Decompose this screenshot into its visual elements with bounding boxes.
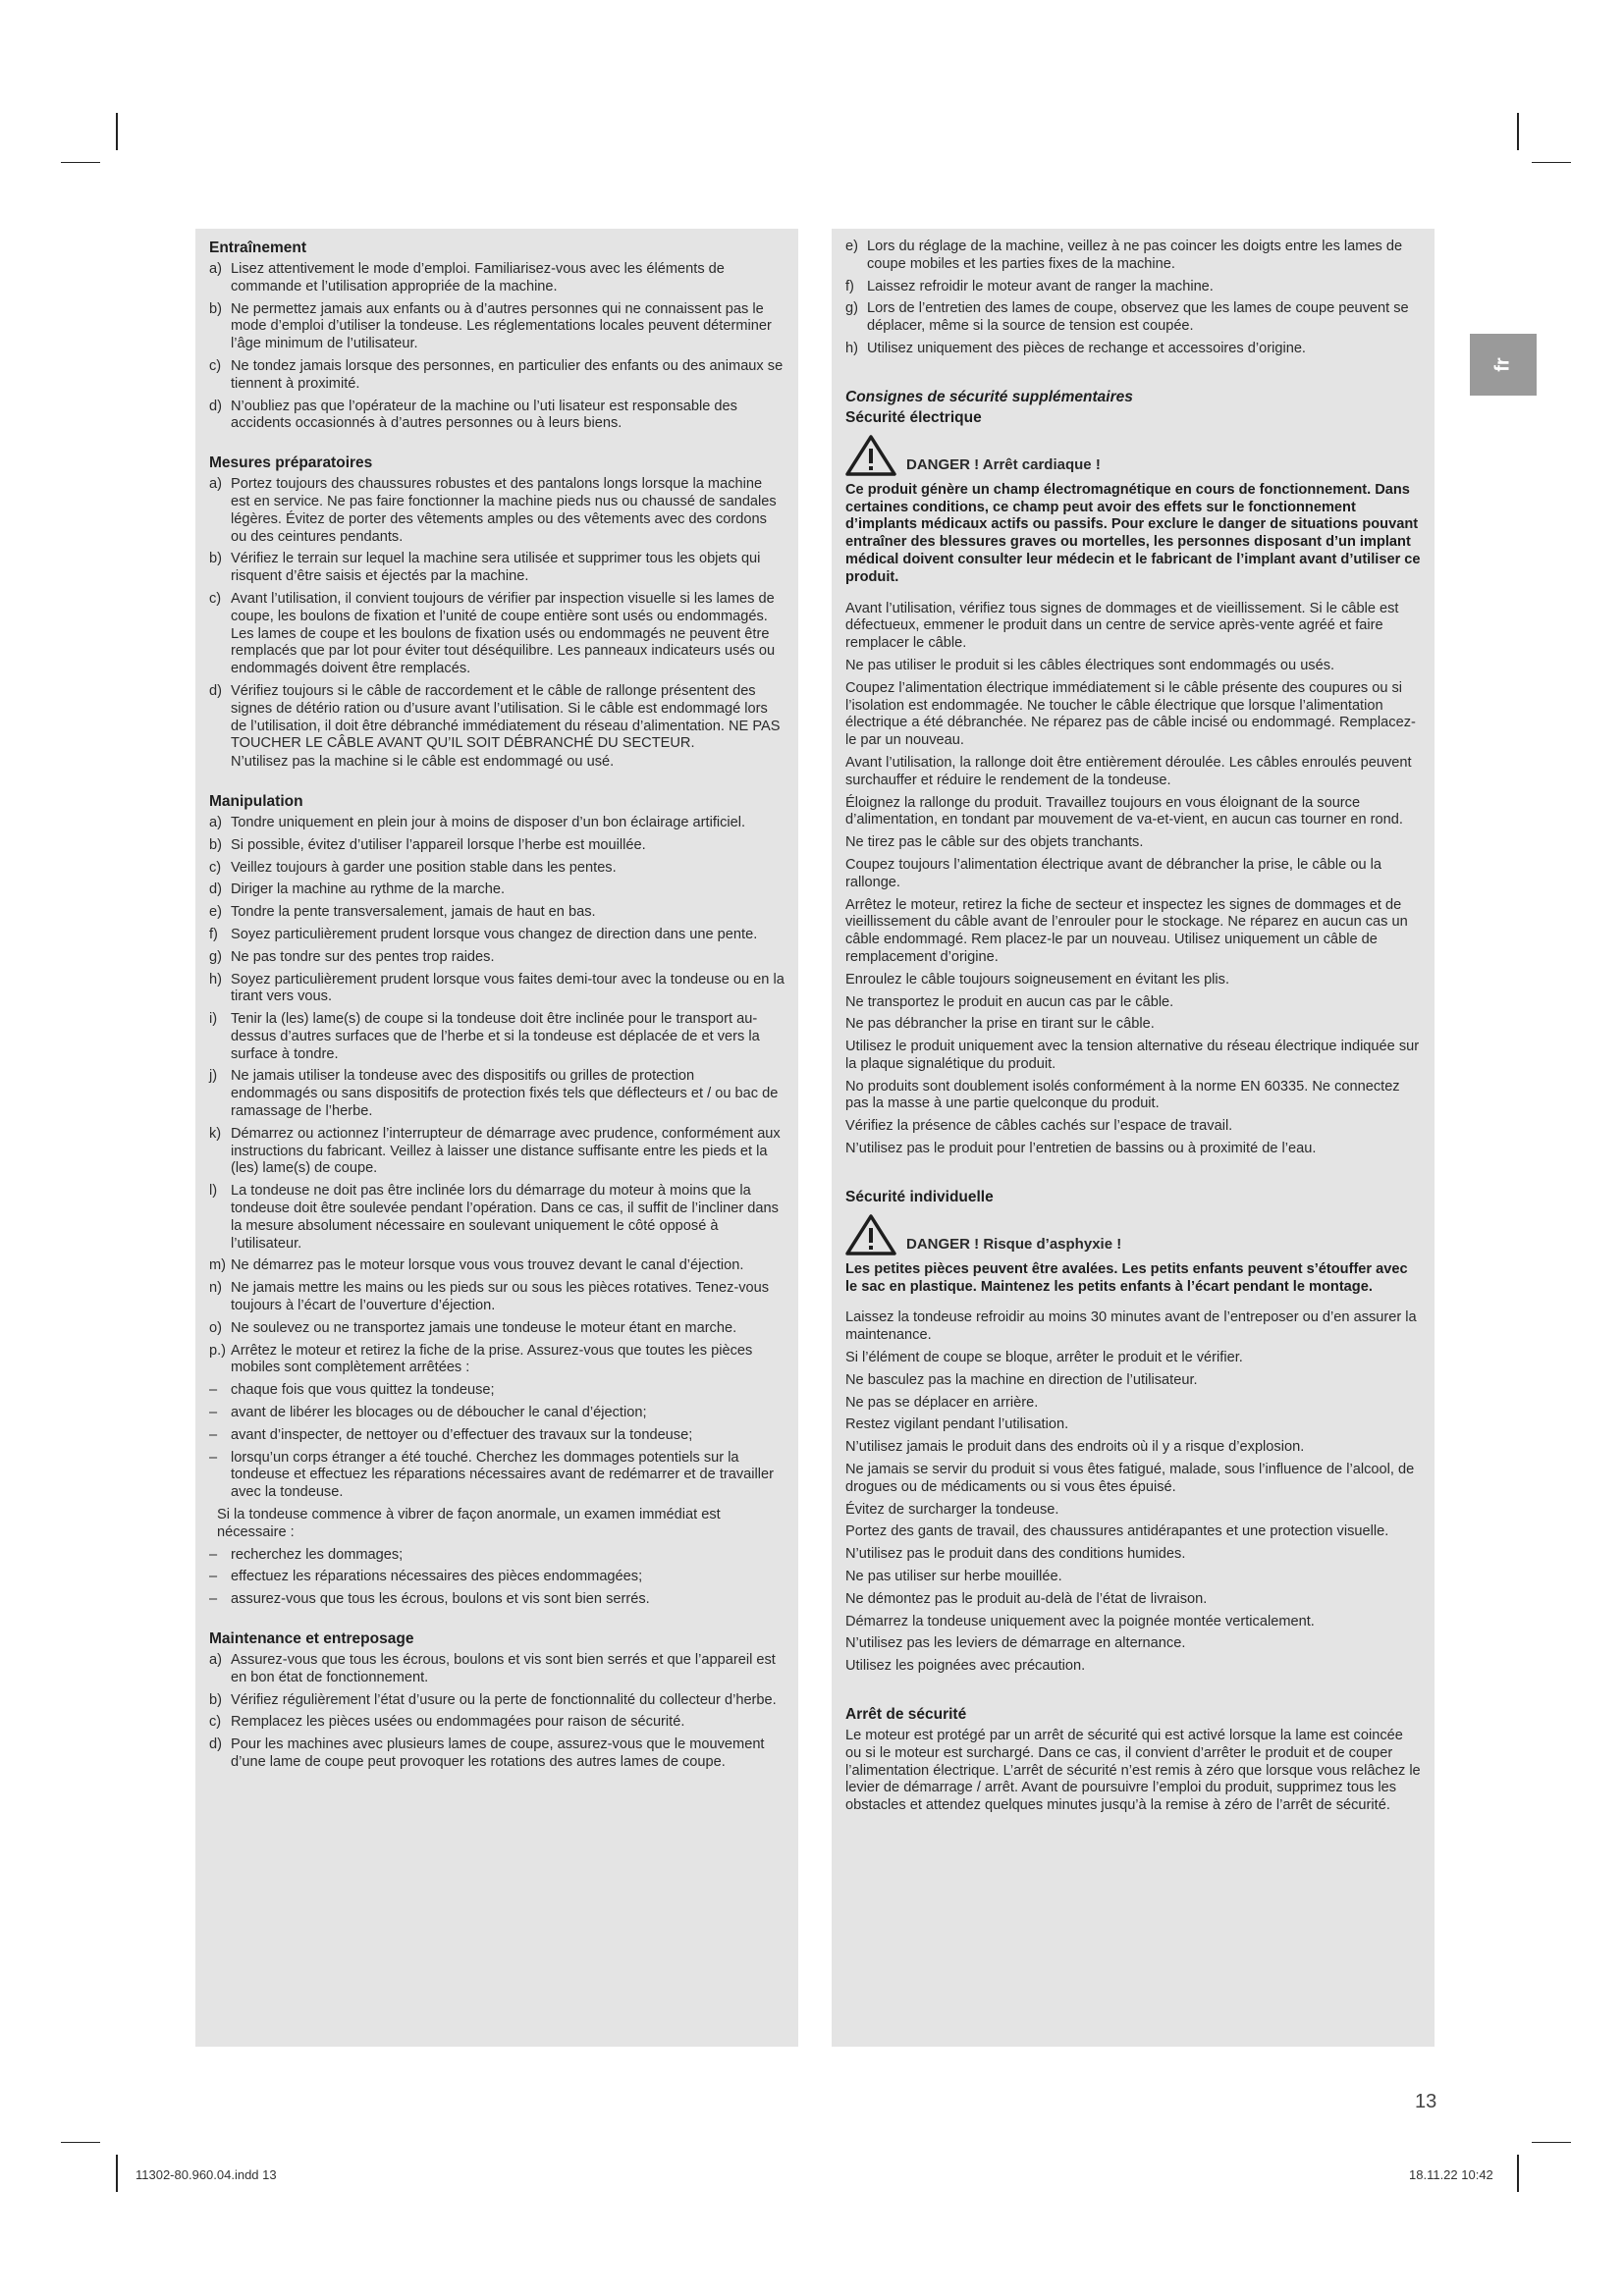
list-marker: o) [209, 1319, 222, 1336]
list-item [209, 1320, 785, 1338]
section-title: Entraînement [209, 240, 307, 256]
paragraph: Démarrez la tondeuse uniquement avec la poignée montée verticalement. [845, 1613, 1315, 1629]
list-marker: b) [209, 300, 222, 317]
paragraph: Coupez toujours l’alimentation électrique avant de débrancher la prise, le câble ou la rallonge. [845, 856, 1381, 890]
paragraph: Vérifiez la présence de câbles cachés sur l’espace de travail. [845, 1118, 1233, 1135]
list-text: N’oubliez pas que l’opérateur de la machine ou l’uti lisateur est responsable des accidents occasionnés à d’autres personnes ou à leurs biens. [231, 398, 737, 432]
danger-label: DANGER ! Arrêt cardiaque ! [906, 455, 1101, 473]
paragraph: Enroulez le câble toujours soigneusement en évitant les plis. [845, 971, 1230, 988]
list-item [209, 927, 785, 944]
paragraph: N’utilisez pas le produit pour l’entretien de bassins ou à proximité de l’eau. [845, 1141, 1317, 1157]
list-text: Tenir la (les) lame(s) de coupe si la tondeuse doit être inclinée pour le transport au-dessus d’autres surfaces que de l’herbe et si la tondeuse est déplacée de et vers la surface à tondre. [231, 1011, 760, 1062]
paragraph: Coupez l’alimentation électrique immédiatement si le câble présente des coupures ou si l’isolation est endommagée. Ne toucher le câble électrique que lorsque l’alimentation électrique a été débranchée. Ne réparez pas de câble incisé ou endommagé. Remplacez-le par un nouveau. [845, 679, 1416, 749]
list-item [209, 1652, 785, 1687]
paragraph: Ne pas utiliser sur herbe mouillée. [845, 1569, 1062, 1585]
list-text: Veillez toujours à garder une position stable dans les pentes. [231, 859, 617, 876]
list-marker: c) [209, 1714, 222, 1731]
list-text: Soyez particulièrement prudent lorsque vous changez de direction dans une pente. [231, 926, 758, 942]
list-item [209, 1126, 785, 1178]
section-title: Mesures préparatoires [209, 454, 373, 472]
list-marker: i) [209, 1011, 218, 1028]
list-item [209, 1183, 785, 1253]
list-marker: b) [209, 551, 222, 567]
list-item [209, 1343, 785, 1378]
paragraph: Si l’élément de coupe se bloque, arrêter le produit et le vérifier. [845, 1350, 1243, 1366]
list-text: Ne jamais utiliser la tondeuse avec des dispositifs ou grilles de protection endommagés ou sans dispositifs de protection fixés tels que déflecteurs et / ou bac de ramassage de l’herbe. [231, 1068, 779, 1120]
list-item [209, 815, 785, 832]
list-marker: – [209, 1426, 218, 1443]
list-marker: – [209, 1591, 218, 1608]
paragraph: N’utilisez pas le produit dans des conditions humides. [845, 1546, 1186, 1563]
list-marker: a) [209, 476, 222, 493]
crop-mark [61, 162, 100, 163]
list-text: recherchez les dommages; [231, 1546, 404, 1563]
paragraph: Laissez la tondeuse refroidir au moins 30 minutes avant de l’entreposer ou d’en assurer la maintenance. [845, 1309, 1417, 1344]
left-column [195, 229, 798, 2047]
paragraph: Utilisez les poignées avec précaution. [845, 1658, 1086, 1675]
cable-note: N’utilisez pas la machine si le câble est endommagé ou usé. [231, 754, 615, 771]
list-item [209, 591, 785, 678]
list-item [209, 1692, 785, 1710]
list-text: Diriger la machine au rythme de la marche. [231, 881, 506, 898]
list-text: Ne soulevez ou ne transportez jamais une tondeuse le moteur étant en marche. [231, 1319, 737, 1336]
list-marker: – [209, 1449, 218, 1466]
list-marker: d) [209, 398, 222, 414]
list-marker: k) [209, 1125, 222, 1142]
paragraph: Utilisez le produit uniquement avec la tension alternative du réseau électrique indiquée sur la plaque signalétique du produit. [845, 1039, 1420, 1072]
list-text: La tondeuse ne doit pas être inclinée lors du démarrage du moteur à moins que la tondeuse doit être soulevée pendant l’opération. Dans ce cas, il suffit de l’incliner dans la mesure absolument nécessaire en soulevant uniquement le côté opposé à l’utilisateur. [231, 1183, 779, 1252]
list-item [209, 551, 785, 586]
list-text: Remplacez les pièces usées ou endommagées pour raison de sécurité. [231, 1714, 685, 1731]
paragraph: Restez vigilant pendant l’utilisation. [845, 1416, 1069, 1433]
list-item [209, 1569, 785, 1586]
electrical-safety-title: Sécurité électrique [845, 408, 982, 426]
list-text: Ne pas tondre sur des pentes trop raides. [231, 948, 495, 965]
paragraph: N’utilisez jamais le produit dans des endroits où il y a risque d’explosion. [845, 1439, 1305, 1456]
list-marker: c) [209, 859, 222, 876]
list-item [209, 1736, 785, 1772]
list-text: Ne permettez jamais aux enfants ou à d’autres personnes qui ne connaissent pas le mode d’emploi d’utiliser la tondeuse. Les réglementations locales peuvent déterminer l’âge minimum de l’utilisateur. [231, 300, 772, 352]
list-item [209, 358, 785, 394]
list-text: Vérifiez régulièrement l’état d’usure ou la perte de fonctionnalité du collecteur d’herbe. [231, 1691, 777, 1708]
section-mesures [209, 454, 785, 772]
list-item [209, 1714, 785, 1732]
page-number: 13 [1415, 2091, 1437, 2112]
list-item [209, 683, 785, 753]
paragraph: Ne basculez pas la machine en direction de l’utilisateur. [845, 1371, 1198, 1388]
list-text: Avant l’utilisation, il convient toujours de vérifier par inspection visuelle si les lames de coupe, les boulons de fixation et l’unité de coupe entière sont usés ou endommagés. Les lames de coupe et les boulons de fixation usés ou endommagés ne peuvent être remplacés que par lot pour éviter tout déséquilibre. Les panneaux indicateurs usés ou endommagés doivent être remplacés. [231, 590, 776, 677]
list-text: assurez-vous que tous les écrous, boulons et vis sont bien serrés. [231, 1591, 650, 1608]
paragraph: Ne pas débrancher la prise en tirant sur le câble. [845, 1016, 1155, 1033]
list-marker: a) [209, 814, 222, 830]
list-text: Vérifiez le terrain sur lequel la machine sera utilisée et supprimer tous les objets qui risquent d’être saisis et éjectés par la machine. [231, 551, 761, 585]
list-item [209, 1591, 785, 1609]
section-maintenance [209, 1629, 785, 1772]
crop-mark [61, 2142, 100, 2143]
danger-asphyxia [845, 1214, 1421, 1255]
warning-triangle-icon [845, 1214, 896, 1255]
paragraph: Ne jamais se servir du produit si vous êtes fatigué, malade, sous l’influence de l’alcool, de drogues ou de médicaments ou si vous êtes épuisé. [845, 1462, 1415, 1495]
list-text: Utilisez uniquement des pièces de rechange et accessoires d’origine. [867, 340, 1306, 356]
list-item [209, 1011, 785, 1063]
list-marker: n) [209, 1280, 222, 1297]
crop-mark [116, 2155, 118, 2192]
paragraph: Arrêtez le moteur, retirez la fiche de secteur et inspectez les signes de dommages et de vieillissement du câble avant de l’enrouler pour le stockage. Ne réparez en aucun cas un câble endommagé. Rem placez-le par un nouveau. Utilisez uniquement un câble de remplacement d’origine. [845, 896, 1408, 965]
right-column [832, 229, 1435, 2047]
list-item [209, 904, 785, 922]
list-item [209, 1405, 785, 1422]
section-title: Manipulation [209, 792, 303, 810]
paragraph: Ne démontez pas le produit au-delà de l’état de livraison. [845, 1590, 1208, 1607]
crop-mark [1532, 162, 1571, 163]
paragraph: Ne tirez pas le câble sur des objets tranchants. [845, 834, 1144, 851]
paragraph: Ne pas utiliser le produit si les câbles électriques sont endommagés ou usés. [845, 657, 1335, 673]
list-text: avant d’inspecter, de nettoyer ou d’effectuer des travaux sur la tondeuse; [231, 1426, 693, 1443]
list-marker: m) [209, 1257, 227, 1274]
danger-text: Ce produit génère un champ électromagnétique en cours de fonctionnement. Dans certaines conditions, ce champ peut avoir des effets sur le fonctionnement d’implants médicaux actifs ou passifs. Pour exclure le danger de situations pouvant entraîner des blessures graves ou mortelles, les personnes disposant d’un implant médical doivent consulter leur médecin et le fabricant de l’implant avant d’utiliser ce produit. [845, 481, 1421, 585]
list-item [209, 1382, 785, 1400]
list-text: Ne tondez jamais lorsque des personnes, en particulier des enfants ou des animaux se tiennent à proximité. [231, 357, 784, 392]
language-tab-label: fr [1491, 357, 1514, 372]
list-text: Lors de l’entretien des lames de coupe, observez que les lames de coupe peuvent se déplacer, même si la source de tension est coupée. [867, 300, 1409, 335]
list-item [209, 860, 785, 878]
list-marker: h) [845, 340, 858, 356]
list-item [209, 881, 785, 899]
warning-triangle-icon [845, 435, 896, 476]
list-marker: d) [209, 682, 222, 699]
footer-date: 18.11.22 10:42 [1409, 2167, 1493, 2182]
crop-mark [1517, 2155, 1519, 2192]
list-item [209, 399, 785, 434]
list-item [845, 279, 1421, 296]
paragraph: Évitez de surcharger la tondeuse. [845, 1501, 1059, 1518]
list-marker: e) [209, 904, 222, 921]
list-text: Laissez refroidir le moteur avant de ranger la machine. [867, 278, 1214, 294]
paragraph: Ne pas se déplacer en arrière. [845, 1394, 1039, 1411]
list-text: Tondre la pente transversalement, jamais de haut en bas. [231, 904, 596, 921]
list-marker: – [209, 1405, 218, 1421]
list-marker: c) [209, 357, 222, 374]
list-item [209, 1280, 785, 1315]
list-marker: – [209, 1382, 218, 1399]
crop-mark [116, 113, 118, 150]
list-marker: g) [845, 300, 858, 317]
list-text: Lisez attentivement le mode d’emploi. Familiarisez-vous avec les éléments de commande et l’utilisation appropriée de la machine. [231, 261, 725, 294]
list-item [209, 1257, 785, 1275]
list-marker: e) [845, 239, 858, 254]
list-text: effectuez les réparations nécessaires des pièces endommagées; [231, 1569, 643, 1585]
list-item [209, 1450, 785, 1502]
list-text: Lors du réglage de la machine, veillez à ne pas coincer les doigts entre les lames de coupe mobiles et les parties fixes de la machine. [867, 239, 1403, 272]
danger-cardiac [845, 435, 1421, 476]
list-text: Arrêtez le moteur et retirez la fiche de la prise. Assurez-vous que toutes les pièces mobiles sont complètement arrêtées : [231, 1342, 753, 1376]
list-item [209, 1068, 785, 1120]
list-marker: g) [209, 948, 222, 965]
list-marker: f) [209, 926, 218, 942]
section-title: Maintenance et entreposage [209, 1630, 414, 1647]
crop-mark [1532, 2142, 1571, 2143]
list-text: Soyez particulièrement prudent lorsque vous faites demi-tour avec la tondeuse ou en la tirant vers vous. [231, 971, 785, 1005]
list-text: Démarrez ou actionnez l’interrupteur de démarrage avec prudence, conformément aux instructions du fabricant. Veillez à laisser une distance suffisante entre les pieds et la (les) lame(s) de coupe. [231, 1125, 781, 1177]
list-marker: b) [209, 1691, 222, 1708]
list-marker: a) [209, 261, 222, 277]
list-item [845, 341, 1421, 358]
danger-label: DANGER ! Risque d’asphyxie ! [906, 1235, 1122, 1253]
safety-stop-title: Arrêt de sécurité [845, 1706, 967, 1724]
section-continuation [845, 239, 1421, 358]
list-marker: – [209, 1569, 218, 1585]
list-text: Assurez-vous que tous les écrous, boulons et vis sont bien serrés et que l’appareil est en bon état de fonctionnement. [231, 1652, 776, 1685]
paragraph: Avant l’utilisation, la rallonge doit être entièrement déroulée. Les câbles enroulés peuvent surchauffer et réduire le rendement de la tondeuse. [845, 754, 1412, 788]
paragraph: Avant l’utilisation, vérifiez tous signes de dommages et de vieillissement. Si le câble est défectueux, emmener le produit dans un centre de service après-vente agréé et faire remplacer le câble. [845, 600, 1399, 652]
list-text: Tondre uniquement en plein jour à moins de disposer d’un bon éclairage artificiel. [231, 814, 746, 830]
list-item [209, 972, 785, 1007]
list-text: lorsqu’un corps étranger a été touché. Cherchez les dommages potentiels sur la tondeuse et effectuez les réparations nécessaires avant de redémarrer et de travailler avec la tondeuse. [231, 1449, 774, 1501]
list-marker: – [209, 1546, 218, 1563]
list-marker: d) [209, 1736, 222, 1753]
list-marker: c) [209, 590, 222, 607]
safety-stop-text: Le moteur est protégé par un arrêt de sécurité qui est activé lorsque la lame est coincée ou si le moteur est surchargé. Dans ce cas, il convient d’arrêter le produit et de couper l’alimentation électrique. L’arrêt de sécurité n’est remis à zéro que lorsque vous relâchez le levier de démarrage / arrêt. Avant de poursuivre l’emploi du produit, supprimez tous les obstacles et attendez quelques minutes jusqu’à la remise à zéro de l’arrêt de sécurité. [845, 1728, 1421, 1814]
paragraph: Portez des gants de travail, des chaussures antidérapantes et une protection visuelle. [845, 1523, 1389, 1540]
list-text: Portez toujours des chaussures robustes et des pantalons longs lorsque la machine est en service. Ne pas faire fonctionner la machine pieds nus ou chaussé de sandales légères. Évitez de porter des vêtements amples ou des vêtements avec des cordons ou des ceintures pendants. [231, 476, 777, 545]
section-entrainement [209, 239, 785, 433]
consignes-title: Consignes de sécurité supplémentaires [845, 388, 1133, 405]
paragraph: Éloignez la rallonge du produit. Travaillez toujours en vous éloignant de la source d’alimentation, en tondant par mouvement de va-et-vient, en aucun cas tourner en rond. [845, 794, 1403, 828]
paragraph: N’utilisez pas les leviers de démarrage en alternance. [845, 1635, 1186, 1652]
list-marker: f) [845, 278, 854, 294]
list-item [209, 837, 785, 855]
list-text: avant de libérer les blocages ou de déboucher le canal d’éjection; [231, 1405, 647, 1421]
list-text: chaque fois que vous quittez la tondeuse; [231, 1382, 495, 1399]
list-marker: p.) [209, 1342, 227, 1359]
list-item [209, 1427, 785, 1445]
list-item [209, 261, 785, 296]
list-item [845, 300, 1421, 336]
list-text: Vérifiez toujours si le câble de raccordement et le câble de rallonge présentent des signes de détério ration ou d’usure avant l’utilisation. Si le câble est endommagé lors de l’utilisation, il doit être débranché immédiatement du réseau d’alimentation. NE PAS TOUCHER LE CÂBLE AVANT QU’IL SOIT DÉBRANCHÉ DU SECTEUR. [231, 682, 781, 752]
section-manipulation [209, 792, 785, 1609]
language-tab [1470, 334, 1537, 396]
list-item [209, 476, 785, 546]
list-marker: j) [209, 1068, 218, 1085]
danger-text: Les petites pièces peuvent être avalées. Les petits enfants peuvent s’étouffer avec le sac en plastique. Maintenez les petits enfants à l’écart pendant le montage. [845, 1260, 1408, 1295]
list-marker: b) [209, 836, 222, 853]
paragraph: No produits sont doublement isolés conformément à la norme EN 60335. Ne connectez pas la masse à une partie quelconque du produit. [845, 1078, 1400, 1112]
list-item [209, 949, 785, 967]
list-marker: d) [209, 881, 222, 898]
list-item [209, 1547, 785, 1565]
list-text: Pour les machines avec plusieurs lames de coupe, assurez-vous que le mouvement d’une lame de coupe peut provoquer les rotations des autres lames de coupe. [231, 1736, 765, 1770]
list-text: Ne jamais mettre les mains ou les pieds sur ou sous les pièces rotatives. Tenez-vous toujours à l’écart de l’ouverture d’éjection. [231, 1280, 770, 1314]
list-marker: a) [209, 1652, 222, 1668]
crop-mark [1517, 113, 1519, 150]
list-marker: l) [209, 1183, 218, 1200]
list-item [845, 239, 1421, 274]
list-item [209, 301, 785, 353]
list-text: Si possible, évitez d’utiliser l’appareil lorsque l’herbe est mouillée. [231, 836, 646, 853]
list-text: Ne démarrez pas le moteur lorsque vous vous trouvez devant le canal d’éjection. [231, 1257, 744, 1274]
vibration-note: Si la tondeuse commence à vibrer de façon anormale, un examen immédiat est nécessaire : [217, 1507, 721, 1540]
paragraph: Ne transportez le produit en aucun cas par le câble. [845, 993, 1174, 1010]
footer-file: 11302-80.960.04.indd 13 [135, 2167, 277, 2182]
list-marker: h) [209, 971, 222, 988]
individual-safety-title: Sécurité individuelle [845, 1188, 994, 1205]
